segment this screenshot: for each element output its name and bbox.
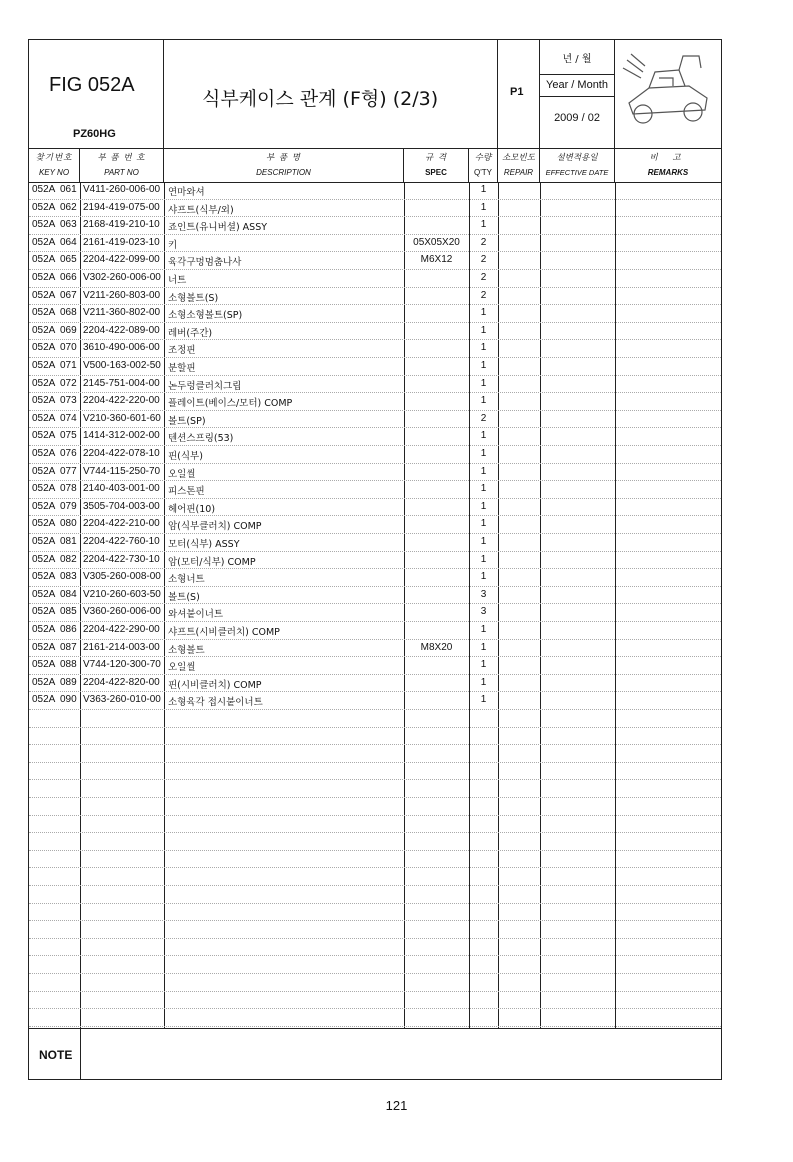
cell-part: 2204-422-760-10 — [83, 536, 160, 547]
cell-desc: 소형너트 — [168, 574, 205, 586]
cell-qty: 1 — [480, 553, 487, 565]
page-title: 식부케이스 관계 (F형) (2/3) — [202, 88, 439, 110]
cell-fig: 052A — [32, 694, 56, 706]
cell-fig: 052A — [32, 659, 56, 671]
cell-fig: 052A — [32, 465, 56, 477]
cell-no: 090 — [60, 694, 77, 706]
table-row — [29, 552, 721, 570]
cell-desc: 모터(식부) ASSY — [168, 539, 240, 550]
cell-part: 2204-422-089-00 — [83, 324, 160, 336]
cell-part: V744-115-250-70 — [83, 465, 161, 477]
page-number: 121 — [385, 1098, 408, 1113]
table-row — [29, 481, 721, 499]
cell-no: 072 — [60, 377, 77, 389]
table-row — [29, 921, 721, 939]
cell-spec: M6X12 — [420, 254, 453, 266]
cell-fig: 052A — [32, 448, 56, 459]
cell-desc: 너트 — [168, 275, 187, 286]
cell-no: 079 — [60, 500, 77, 512]
table-row — [29, 499, 721, 517]
table-row — [29, 376, 721, 394]
cell-qty: 1 — [480, 500, 487, 512]
col-description: 부 품 명 DESCRIPTION — [164, 148, 404, 182]
table-row — [29, 728, 721, 746]
cell-part: V411-260-006-00 — [83, 184, 161, 195]
cell-desc: 볼트(SP) — [168, 415, 206, 427]
cell-no: 062 — [60, 201, 77, 213]
table-row — [29, 288, 721, 306]
cell-no: 089 — [60, 676, 77, 688]
cell-no: 070 — [60, 342, 77, 354]
cell-fig: 052A — [32, 184, 56, 195]
cell-fig: 052A — [32, 360, 56, 371]
cell-part: V500-163-002-50 — [83, 360, 161, 371]
cell-part: 2204-422-078-10 — [83, 448, 160, 459]
cell-qty: 1 — [480, 307, 487, 319]
cell-fig: 052A — [32, 272, 56, 283]
cell-desc: 육각구멍멈춤나사 — [168, 257, 242, 269]
table-row — [29, 516, 721, 534]
table-row — [29, 992, 721, 1010]
cell-desc: 와셔붙이너트 — [168, 609, 224, 621]
cell-fig: 052A — [32, 307, 56, 319]
cell-no: 071 — [60, 360, 77, 371]
cell-fig: 052A — [32, 588, 56, 600]
title-cell — [164, 40, 498, 148]
cell-qty: 1 — [480, 483, 487, 495]
table-row — [29, 323, 721, 341]
cell-fig: 052A — [32, 324, 56, 336]
cell-qty: 1 — [480, 395, 487, 407]
table-row — [29, 974, 721, 992]
table-row — [29, 305, 721, 323]
cell-qty: 1 — [480, 219, 487, 231]
cell-qty: 1 — [480, 676, 487, 688]
cell-desc: 핀(식부) — [168, 451, 203, 462]
cell-part: 2204-422-210-00 — [83, 518, 160, 530]
cell-part: V360-260-006-00 — [83, 606, 161, 618]
cell-fig: 052A — [32, 342, 56, 354]
table-row — [29, 745, 721, 763]
cell-desc: 샤프트(식부/외) — [168, 204, 234, 216]
table-row — [29, 798, 721, 816]
cell-qty: 1 — [480, 342, 487, 354]
table-row — [29, 816, 721, 834]
table-row — [29, 604, 721, 622]
table-row — [29, 710, 721, 728]
cell-part: V210-360-601-60 — [83, 412, 161, 424]
rice-transplanter-thumbnail — [619, 48, 719, 138]
cell-fig: 052A — [32, 606, 56, 618]
cell-no: 068 — [60, 307, 77, 319]
cell-spec: M8X20 — [420, 641, 453, 653]
cell-part: 2168-419-210-10 — [83, 219, 160, 231]
cell-qty: 2 — [480, 236, 487, 248]
cell-part: 2204-422-220-00 — [83, 395, 160, 407]
cell-no: 086 — [60, 624, 77, 635]
cell-part: V744-120-300-70 — [83, 659, 161, 671]
cell-qty: 2 — [480, 412, 487, 424]
cell-no: 065 — [60, 254, 77, 266]
cell-desc: 암(식부클러치) COMP — [168, 521, 262, 533]
cell-part: V210-260-603-50 — [83, 588, 161, 600]
cell-part: 2145-751-004-00 — [83, 377, 160, 389]
cell-desc: 텐션스프링(53) — [168, 433, 234, 445]
cell-no: 076 — [60, 448, 77, 459]
table-row — [29, 534, 721, 552]
cell-fig: 052A — [32, 201, 56, 213]
cell-no: 085 — [60, 606, 77, 618]
cell-qty: 1 — [480, 184, 487, 195]
cell-qty: 3 — [480, 606, 487, 618]
cell-no: 073 — [60, 395, 77, 407]
cell-qty: 1 — [480, 659, 487, 671]
cell-part: 1414-312-002-00 — [83, 430, 160, 442]
thumbnail-cell — [615, 40, 721, 148]
cell-desc: 연마와셔 — [168, 187, 205, 198]
cell-qty: 2 — [480, 289, 487, 301]
cell-no: 084 — [60, 588, 77, 600]
table-row — [29, 358, 721, 376]
table-row — [29, 587, 721, 605]
cell-no: 064 — [60, 236, 77, 248]
cell-part: 2161-419-023-10 — [83, 236, 160, 248]
cell-part: V305-260-008-00 — [83, 571, 161, 583]
col-qty: 수량 Q'TY — [469, 148, 498, 182]
cell-desc: 조정핀 — [168, 345, 196, 357]
cell-desc: 키 — [168, 239, 178, 251]
cell-fig: 052A — [32, 395, 56, 407]
cell-part: 2140-403-001-00 — [83, 483, 160, 495]
cell-fig: 052A — [32, 219, 56, 231]
fig-number: FIG 052A — [49, 74, 135, 96]
cell-fig: 052A — [32, 624, 56, 635]
cell-part: 2161-214-003-00 — [83, 641, 160, 653]
table-row — [29, 182, 721, 200]
cell-desc: 레버(주간) — [168, 327, 213, 339]
cell-fig: 052A — [32, 641, 56, 653]
table-row — [29, 428, 721, 446]
cell-desc: 소형볼트(S) — [168, 292, 219, 304]
cell-fig: 052A — [32, 500, 56, 512]
table-row — [29, 956, 721, 974]
cell-fig: 052A — [32, 483, 56, 495]
table-row — [29, 886, 721, 904]
fig-cell — [29, 40, 164, 148]
cell-no: 083 — [60, 571, 77, 583]
table-row — [29, 200, 721, 218]
table-row — [29, 411, 721, 429]
issue-date: 2009 / 02 — [554, 112, 600, 124]
cell-part: 2204-422-099-00 — [83, 254, 160, 266]
col-spec: 규 격 SPEC — [404, 148, 469, 182]
note-section — [29, 1028, 721, 1080]
table-row — [29, 763, 721, 781]
table-row — [29, 235, 721, 253]
cell-fig: 052A — [32, 430, 56, 442]
col-part-no: 부 품 번 호 PART NO — [80, 148, 164, 182]
table-row — [29, 780, 721, 798]
page-code-cell — [498, 40, 540, 148]
sheet-header — [29, 40, 721, 149]
cell-qty: 2 — [480, 254, 487, 266]
cell-desc: 소형소형볼트(SP) — [168, 310, 243, 322]
cell-no: 074 — [60, 412, 77, 424]
cell-qty: 1 — [480, 201, 487, 213]
year-month-eng: Year / Month — [546, 79, 608, 91]
cell-no: 088 — [60, 659, 77, 671]
cell-desc: 오일씰 — [168, 468, 196, 480]
cell-no: 080 — [60, 518, 77, 530]
cell-desc: 죠인트(유니버셜) ASSY — [168, 222, 268, 234]
cell-qty: 2 — [480, 272, 487, 283]
table-row — [29, 464, 721, 482]
cell-qty: 1 — [480, 448, 487, 459]
cell-desc: 피스톤핀 — [168, 486, 205, 498]
table-row — [29, 393, 721, 411]
cell-no: 063 — [60, 219, 77, 231]
cell-qty: 1 — [480, 641, 487, 653]
cell-desc: 암(모터/식부) COMP — [168, 556, 256, 568]
table-row — [29, 904, 721, 922]
cell-desc: 헤어핀(10) — [168, 503, 216, 515]
table-row — [29, 217, 721, 235]
note-label: NOTE — [39, 1048, 73, 1062]
table-row — [29, 657, 721, 675]
cell-no: 082 — [60, 553, 77, 565]
cell-qty: 1 — [480, 360, 487, 371]
table-row — [29, 640, 721, 658]
cell-no: 077 — [60, 465, 77, 477]
cell-no: 061 — [60, 184, 77, 195]
cell-qty: 1 — [480, 536, 487, 547]
cell-fig: 052A — [32, 412, 56, 424]
cell-fig: 052A — [32, 518, 56, 530]
page-code: P1 — [510, 86, 524, 98]
cell-desc: 소형육각 접시붙이너트 — [168, 697, 263, 709]
cell-fig: 052A — [32, 289, 56, 301]
cell-no: 087 — [60, 641, 77, 653]
column-header-row — [29, 148, 721, 183]
table-row — [29, 868, 721, 886]
table-row — [29, 446, 721, 464]
cell-desc: 오일씰 — [168, 662, 196, 674]
parts-table-body — [29, 182, 721, 1028]
cell-no: 075 — [60, 430, 77, 442]
cell-qty: 1 — [480, 430, 487, 442]
cell-qty: 1 — [480, 518, 487, 530]
cell-desc: 플레이트(베이스/모터) COMP — [168, 398, 293, 410]
table-row — [29, 939, 721, 957]
table-row — [29, 851, 721, 869]
cell-qty: 1 — [480, 694, 487, 706]
col-repair: 소모빈도 REPAIR — [498, 148, 540, 182]
cell-no: 067 — [60, 289, 77, 301]
cell-part: 2204-422-290-00 — [83, 624, 160, 635]
cell-fig: 052A — [32, 236, 56, 248]
table-row — [29, 833, 721, 851]
cell-fig: 052A — [32, 536, 56, 547]
cell-no: 069 — [60, 324, 77, 336]
cell-desc: 핀(시비클러치) COMP — [168, 679, 262, 691]
cell-desc: 소형볼트 — [168, 644, 205, 656]
col-effective-date: 설변적용일 EFFECTIVE DATE — [540, 148, 615, 182]
cell-part: V302-260-006-00 — [83, 272, 161, 283]
cell-spec: 05X05X20 — [413, 236, 460, 248]
table-row — [29, 270, 721, 288]
cell-qty: 1 — [480, 465, 487, 477]
cell-fig: 052A — [32, 553, 56, 565]
table-row — [29, 340, 721, 358]
table-row — [29, 252, 721, 270]
cell-qty: 1 — [480, 324, 487, 336]
cell-part: 2204-422-730-10 — [83, 553, 160, 565]
cell-no: 081 — [60, 536, 77, 547]
col-remarks: 비 고 REMARKS — [647, 153, 689, 177]
cell-qty: 1 — [480, 624, 487, 635]
col-key-no: 찾기번호 KEY NO — [29, 148, 80, 182]
cell-desc: 볼트(S) — [168, 591, 200, 603]
cell-part: V211-360-802-00 — [83, 307, 161, 319]
cell-desc: 분할핀 — [168, 363, 196, 374]
cell-part: 3505-704-003-00 — [83, 500, 160, 512]
cell-no: 078 — [60, 483, 77, 495]
cell-part: 2194-419-075-00 — [83, 201, 160, 213]
cell-qty: 1 — [480, 571, 487, 583]
cell-part: 3610-490-006-00 — [83, 342, 160, 354]
cell-part: V211-260-803-00 — [83, 289, 161, 301]
cell-part: V363-260-010-00 — [83, 694, 161, 706]
table-row — [29, 1009, 721, 1027]
cell-fig: 052A — [32, 377, 56, 389]
table-row — [29, 675, 721, 693]
cell-fig: 052A — [32, 571, 56, 583]
model-code: PZ60HG — [73, 128, 116, 140]
table-row — [29, 569, 721, 587]
table-row — [29, 622, 721, 640]
cell-no: 066 — [60, 272, 77, 283]
cell-qty: 3 — [480, 588, 487, 600]
parts-list-sheet — [28, 39, 722, 1080]
cell-part: 2204-422-820-00 — [83, 676, 160, 688]
table-row — [29, 692, 721, 710]
date-cell — [540, 40, 615, 148]
cell-qty: 1 — [480, 377, 487, 389]
cell-desc: 샤프트(시비클러치) COMP — [168, 627, 280, 638]
cell-fig: 052A — [32, 254, 56, 266]
cell-desc: 논두렁클러치그립 — [168, 380, 242, 392]
cell-fig: 052A — [32, 676, 56, 688]
year-month-kor: 년 / 월 — [562, 54, 592, 65]
